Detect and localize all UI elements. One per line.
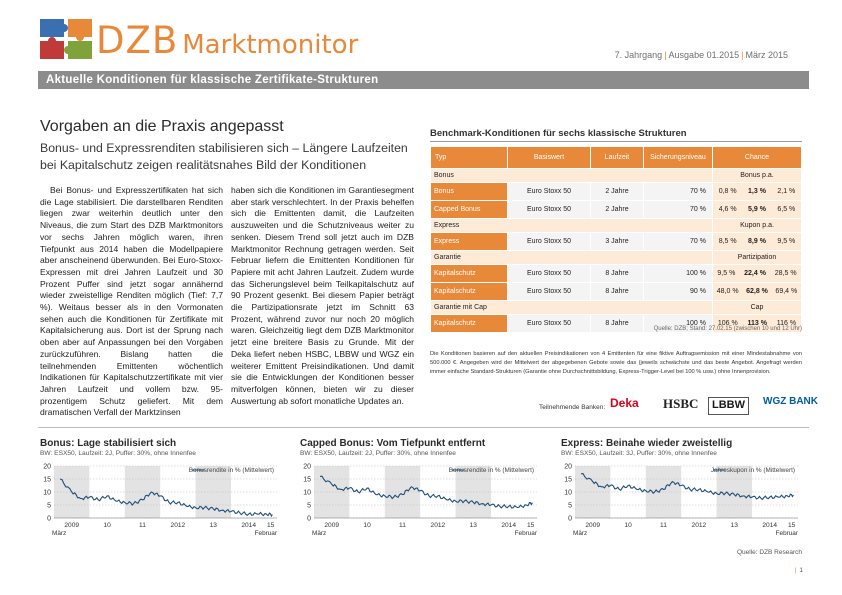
table-section-row [431, 301, 801, 314]
chance-mean: 1,3 % [748, 188, 766, 195]
chance-mean: 5,9 % [748, 206, 766, 213]
lbbw-logo: LBBW [708, 397, 749, 415]
cell-typ: Express [431, 233, 507, 250]
cell-chance [713, 183, 801, 200]
table-section-row [431, 219, 801, 232]
y-tick-label: 5 [47, 502, 51, 510]
y-tick-label: 0 [568, 515, 572, 523]
article-text-2: haben sich die Konditionen im Garantiesegment aber stark verschlechtert. In der Praxis behelfen sich die Emittenten damit, die Laufzeiten auszuweiten und die Schutzniveaus weiter zu senken. Diesem Trend soll jetzt auch im DZB Marktmonitor Rechnung getragen werden. Seit Februar liefern die Emittenten Konditionen für Papiere mit acht Jahren Laufzeit. Zudem wurde das Sicherungslevel beim Teilkapitalschutz auf 90 Prozent gesenkt. Bei diesem Papier beträgt die Partizipationsrate jetzt im Schnitt 63 Prozent, während zuvor nur noch 20 möglich waren. Gleichzeitig liegt dem DZB Marktmonitor jetzt eine breitere Basis zu Grunde. Mit der Deka liefert neben HSBC, LBBW und WGZ ein weiterer Emittent Preisindikationen. Und damit sie die Entwicklungen der Konditionen besser mitverfolgen können, bieten wir zu dieser Auswertung ab sofort monatliche Updates an. [231, 185, 414, 406]
table-title-divider [430, 141, 802, 142]
chart-source: Quelle: DZB Research [736, 549, 802, 556]
x-tick-label: 2009 [64, 522, 80, 529]
issue-volume: 7. Jahrgang [614, 50, 663, 60]
chart-title: Capped Bonus: Vom Tiefpunkt entfernt [300, 438, 486, 449]
deka-logo: Deka [610, 396, 639, 410]
cell-typ: Capped Bonus [431, 201, 507, 218]
article-text-1: Bei Bonus- und Expresszertifikaten hat sich die Lage stabilisiert. Die darstellbaren Renditen liegen zwar weiterhin deutlich unter den Niveaus, die zum Start des DZB Marktmonitors vor sechs Jahren möglich waren, ihren Tiefpunkt aus 2014 haben die Modellpapiere aber anscheinend überwunden. Bei Euro-Stoxx-Expressen mit drei Jahren Laufzeit und 30 Prozent Puffer sind jetzt sogar annähernd wieder zweistellige Renditen möglich (Tief: 7,7 %). Weitaus besser als in den Vormonaten sehen auch die Konditionen für Zertifikate mit Kapitalsicherung aus. Dort ist der Sprung nach oben aber auf Anpassungen bei den Vorgaben zurückzuführen. Bislang hatten die teilnehmenden Emittenten wöchentlich Indikationen für Kapitalschutzzertifikate mit vier Jahren Laufzeit und vollem bzw. 95-prozentigem Schutz geliefert. Mit dem dramatischen Verfall der Marktzinsen [40, 185, 223, 418]
x-tick-label: 10 [624, 522, 632, 529]
chance-max: 69,4 % [775, 288, 798, 295]
cell-basiswert: Euro Stoxx 50 [508, 283, 590, 300]
charts-divider [38, 427, 809, 428]
table-row [431, 201, 801, 218]
y-tick-label: 15 [303, 476, 311, 484]
y-tick-label: 20 [564, 463, 572, 471]
section-chance-label: Partizipation [713, 251, 801, 264]
table-row [431, 183, 801, 200]
y-tick-label: 15 [43, 476, 51, 484]
cell-chance [713, 265, 801, 282]
x-tick-label: 11 [139, 522, 146, 529]
chance-min: 4,6 % [718, 206, 737, 213]
cell-basiswert: Euro Stoxx 50 [508, 233, 590, 250]
y-tick-label: 5 [307, 502, 311, 510]
chance-mean: 22,4 % [744, 270, 766, 277]
x-tick-label: 2012 [430, 522, 446, 529]
cell-laufzeit: 3 Jahre [591, 233, 643, 250]
chance-min: 48,0 % [716, 288, 739, 295]
table-title: Benchmark-Konditionen für sechs klassische Strukturen [430, 128, 687, 139]
chance-min: 106 % [717, 320, 738, 327]
brand-title [96, 19, 358, 63]
table-section-row [431, 251, 801, 264]
y-tick-label: 20 [303, 463, 311, 471]
chart-subtitle: BW: ESX50, Laufzeit: 2J, Puffer: 30%, ohne Innenfee [40, 450, 196, 457]
brand-marktmonitor: Marktmonitor [182, 30, 359, 60]
x-tick-label: 10 [363, 522, 371, 529]
cell-typ: Kapitalschutz [431, 315, 507, 332]
issue-month: März 2015 [745, 50, 788, 60]
cell-sicherungsniveau: 70 % [644, 201, 712, 218]
legend-label: Bonusrendite in % (Mittelwert) [448, 467, 534, 474]
header-chance: Chance [713, 147, 801, 168]
x-tick-label: 13 [469, 522, 477, 529]
x-end-label: Februar [775, 530, 798, 537]
issue-info: 7. Jahrgang | Ausgabe 01.2015 | März 2015 [614, 50, 788, 60]
line-chart [561, 459, 802, 543]
section-banner: Aktuelle Konditionen für klassische Zertifikate-Strukturen [38, 71, 809, 89]
cell-laufzeit: 8 Jahre [591, 265, 643, 282]
y-tick-label: 10 [43, 489, 51, 497]
line-chart [300, 459, 541, 543]
section-chance-label: Bonus p.a. [713, 169, 801, 182]
x-start-label: März [52, 530, 67, 537]
table-source: Quelle: DZB; Stand: 27.02.15 (zwischen 10 und 12 Uhr) [653, 326, 802, 332]
x-tick-label: 15 [526, 522, 535, 529]
wgz-bank-logo: WGZ BANK [763, 396, 818, 407]
x-tick-label: 2014 [762, 522, 778, 529]
cell-laufzeit: 8 Jahre [591, 283, 643, 300]
x-end-label: Februar [254, 530, 277, 537]
chart-title: Express: Beinahe wieder zweistellig [561, 438, 733, 449]
chance-max: 6,5 % [777, 206, 796, 213]
cell-basiswert: Euro Stoxx 50 [508, 315, 590, 332]
y-tick-label: 20 [43, 463, 51, 471]
x-tick-label: 13 [209, 522, 217, 529]
table-row [431, 233, 801, 250]
legend-label: Jahreskupon in % (Mittelwert) [710, 467, 795, 474]
cell-sicherungsniveau: 70 % [644, 233, 712, 250]
cell-sicherungsniveau: 70 % [644, 183, 712, 200]
table-row [431, 265, 801, 282]
cell-sicherungsniveau: 100 % [644, 315, 712, 332]
table-section-row [431, 169, 801, 182]
x-tick-label: 11 [660, 522, 667, 529]
section-label: Garantie mit Cap [431, 301, 712, 314]
chart-subtitle: BW: ESX50, Laufzeit: 2J, Puffer: 30%, ohne Innenfee [300, 450, 456, 457]
cell-sicherungsniveau: 100 % [644, 265, 712, 282]
benchmark-table [430, 146, 802, 333]
cell-basiswert: Euro Stoxx 50 [508, 201, 590, 218]
section-chance-label: Kupon p.a. [713, 219, 801, 232]
cell-basiswert: Euro Stoxx 50 [508, 183, 590, 200]
section-label: Express [431, 219, 712, 232]
page-number: | 1 [794, 567, 803, 574]
x-start-label: März [312, 530, 327, 537]
x-tick-label: 2014 [501, 522, 517, 529]
header-typ: Typ [431, 147, 507, 168]
chance-mean: 62,8 % [746, 288, 768, 295]
chart-title: Bonus: Lage stabilisiert sich [40, 438, 177, 449]
chance-max: 9,5 % [777, 238, 796, 245]
chance-min: 8,5 % [718, 238, 737, 245]
article-column-1 [40, 185, 223, 419]
chance-min: 9,5 % [717, 270, 736, 277]
chance-max: 28,5 % [774, 270, 797, 277]
x-tick-label: 15 [266, 522, 275, 529]
chart-express [561, 438, 802, 556]
table-header-row [431, 147, 801, 168]
chart-bonus [40, 438, 281, 556]
cell-laufzeit: 8 Jahre [591, 315, 643, 332]
header-sicherungsniveau: Sicherungsniveau [644, 147, 712, 168]
chance-min: 0,8 % [718, 188, 737, 195]
article-column-2 [231, 185, 414, 407]
x-tick-label: 2012 [170, 522, 186, 529]
x-tick-label: 2014 [241, 522, 257, 529]
legend-label: Bonusrendite in % (Mittelwert) [188, 467, 274, 474]
line-chart [40, 459, 281, 543]
hsbc-logo: HSBC [663, 396, 699, 411]
cell-typ: Kapitalschutz [431, 265, 507, 282]
cell-laufzeit: 2 Jahre [591, 183, 643, 200]
chance-max: 116 % [776, 320, 797, 327]
page-number-value: 1 [799, 567, 803, 574]
x-tick-label: 2009 [324, 522, 340, 529]
header-laufzeit: Laufzeit [591, 147, 643, 168]
cell-typ: Kapitalschutz [431, 283, 507, 300]
cell-sicherungsniveau: 90 % [644, 283, 712, 300]
chance-max: 2,1 % [777, 188, 796, 195]
section-chance-label: Cap [713, 301, 801, 314]
x-tick-label: 10 [103, 522, 111, 529]
table-row [431, 283, 801, 300]
y-tick-label: 0 [307, 515, 311, 523]
x-tick-label: 15 [787, 522, 796, 529]
cell-basiswert: Euro Stoxx 50 [508, 265, 590, 282]
x-tick-label: 11 [399, 522, 406, 529]
y-tick-label: 0 [47, 515, 51, 523]
chance-mean: 8,9 % [748, 238, 766, 245]
cell-chance [713, 233, 801, 250]
chart-subtitle: BW: ESX50, Laufzeit: 3J, Puffer: 30%, ohne Innenfee [561, 450, 717, 457]
cell-typ: Bonus [431, 183, 507, 200]
y-tick-label: 10 [564, 489, 572, 497]
dzb-puzzle-logo [38, 17, 94, 61]
brand-dzb: DZB [96, 19, 179, 62]
banks-label: Teilnehmende Banken: [539, 404, 606, 411]
cell-chance [713, 283, 801, 300]
article-headline: Vorgaben an die Praxis angepasst [40, 118, 284, 135]
cell-laufzeit: 2 Jahre [591, 201, 643, 218]
series-line [60, 479, 272, 516]
x-start-label: März [573, 530, 588, 537]
x-end-label: Februar [514, 530, 537, 537]
cell-chance [713, 201, 801, 218]
header-basiswert: Basiswert [508, 147, 590, 168]
chance-mean: 113 % [747, 320, 767, 327]
table-footnote: Die Konditionen basieren auf den aktuellen Preisindikationen von 4 Emittenten für eine fiktive Auftragsemission mit einer Mindestabnahme von 500.000 €. Angegeben wird der Mittelwert der abgegebenen Gebote sowie das (jeweils schwächste und das beste Angebot. Angefragt werden immer einfache Standard-Strukturen (Garantie ohne Durchschnittsbildung, Express-Trigger-Level bei 100 % usw.) ohne Innenprovision. [430, 351, 802, 375]
x-tick-label: 13 [730, 522, 738, 529]
x-tick-label: 2012 [691, 522, 707, 529]
section-label: Garantie [431, 251, 712, 264]
section-label: Bonus [431, 169, 712, 182]
article-subhead: Bonus- und Expressrenditen stabilisieren sich – Längere Laufzeiten bei Kapitalschutz zeigen realitätsnahes Bild der Konditionen [40, 141, 408, 172]
chart-capped-bonus [300, 438, 541, 556]
y-tick-label: 15 [564, 476, 572, 484]
issue-edition: Ausgabe 01.2015 [668, 50, 740, 60]
x-tick-label: 2009 [585, 522, 601, 529]
series-line [581, 474, 793, 500]
y-tick-label: 10 [303, 489, 311, 497]
y-tick-label: 5 [568, 502, 572, 510]
